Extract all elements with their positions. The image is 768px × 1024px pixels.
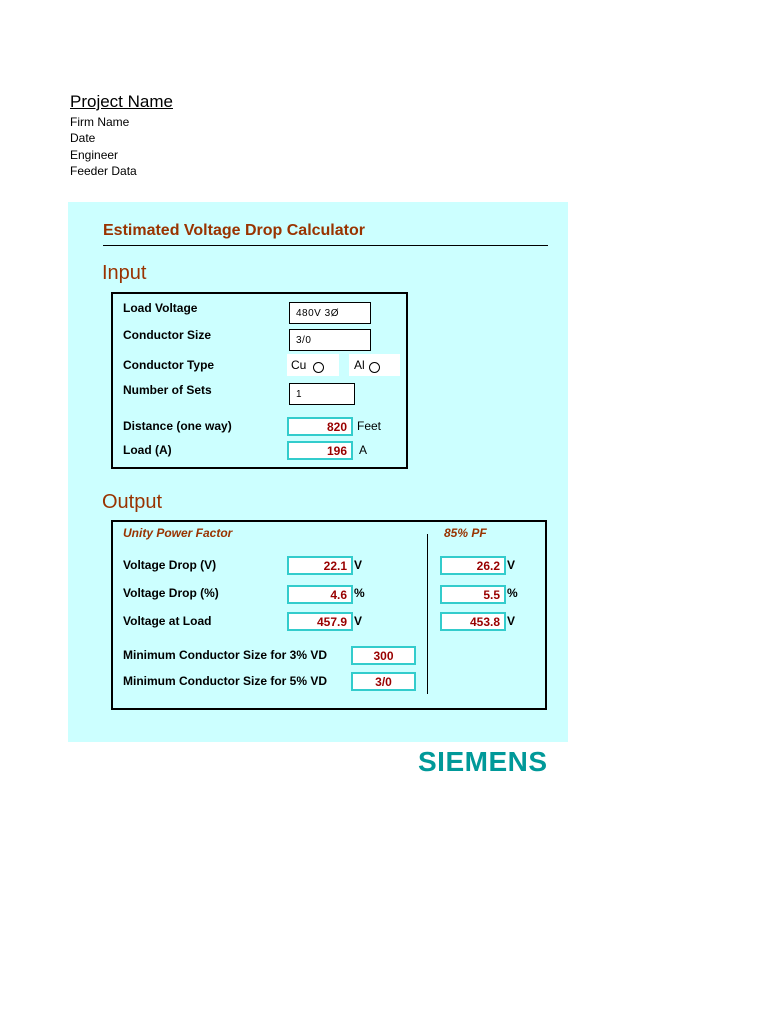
conductor-size-label: Conductor Size [123, 328, 212, 342]
vdrop-v-unity: 22.1 [287, 556, 353, 575]
unity-pf-heading: Unity Power Factor [123, 526, 233, 540]
load-input[interactable]: 196 [287, 441, 353, 460]
siemens-logo: SIEMENS [418, 746, 548, 777]
load-label: Load (A) [123, 443, 172, 457]
distance-label: Distance (one way) [123, 419, 232, 433]
vdrop-v-85: 26.2 [440, 556, 506, 575]
output-heading: Output [102, 491, 163, 513]
vdrop-v-unit-unity: V [354, 558, 363, 572]
vdrop-v-label: Voltage Drop (V) [123, 558, 217, 572]
al-option[interactable] [349, 354, 400, 376]
engineer-line: Engineer [70, 148, 119, 162]
cu-label: Cu [291, 358, 307, 372]
al-label: Al [354, 358, 365, 372]
vdrop-pct-unit-unity: % [354, 586, 365, 600]
vload-85: 453.8 [440, 612, 506, 631]
title-divider [103, 245, 548, 246]
pf-column-divider [427, 534, 428, 694]
load-unit: A [359, 443, 368, 457]
firm-name: Firm Name [70, 115, 130, 129]
vdrop-v-unit-85: V [507, 558, 516, 572]
date-line: Date [70, 131, 96, 145]
project-name: Project Name [70, 92, 173, 111]
vload-unit-unity: V [354, 614, 363, 628]
vload-unit-85: V [507, 614, 516, 628]
load-voltage-label: Load Voltage [123, 301, 198, 315]
number-of-sets-input[interactable]: 1 [289, 383, 355, 405]
min-size-5pct-label: Minimum Conductor Size for 5% VD [123, 674, 328, 688]
min-size-5pct-value: 3/0 [351, 672, 416, 691]
number-of-sets-label: Number of Sets [123, 383, 212, 397]
cu-option[interactable] [287, 354, 339, 376]
calculator-title: Estimated Voltage Drop Calculator [103, 222, 365, 239]
vdrop-pct-unit-85: % [507, 586, 518, 600]
min-size-3pct-label: Minimum Conductor Size for 3% VD [123, 648, 328, 662]
distance-unit: Feet [357, 419, 382, 433]
min-size-3pct-value: 300 [351, 646, 416, 665]
cu-radio[interactable] [313, 362, 324, 373]
vload-unity: 457.9 [287, 612, 353, 631]
vdrop-pct-label: Voltage Drop (%) [123, 586, 219, 600]
conductor-size-select[interactable]: 3/0 [289, 329, 371, 351]
vdrop-pct-85: 5.5 [440, 585, 506, 604]
distance-input[interactable]: 820 [287, 417, 353, 436]
conductor-type-label: Conductor Type [123, 358, 215, 372]
al-radio[interactable] [369, 362, 380, 373]
pf85-heading: 85% PF [444, 526, 487, 540]
vload-label: Voltage at Load [123, 614, 212, 628]
input-heading: Input [102, 262, 147, 284]
vdrop-pct-unity: 4.6 [287, 585, 353, 604]
load-voltage-select[interactable]: 480V 3Ø [289, 302, 371, 324]
feeder-data-line: Feeder Data [70, 164, 137, 178]
